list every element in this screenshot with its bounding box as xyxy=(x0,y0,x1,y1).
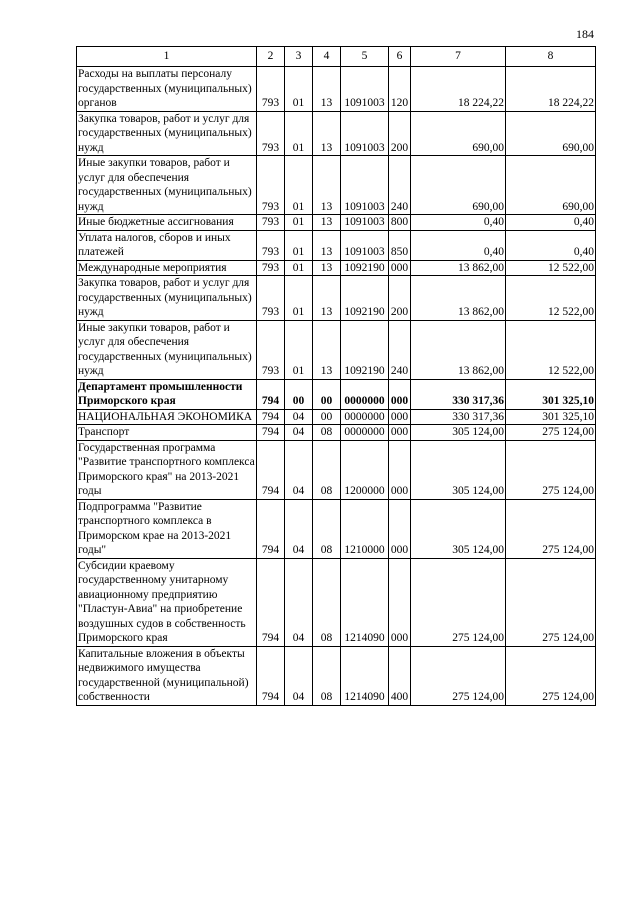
row-cell-col-5: 0000000 xyxy=(341,409,389,425)
row-cell-col-5: 1200000 xyxy=(341,440,389,499)
row-name-cell: Государственная программа "Развитие транспортного комплекса Приморского края" на 2013-2021 годы xyxy=(78,441,255,497)
row-cell-col-8: 275 124,00 xyxy=(506,499,596,558)
row-cell-col-4: 13 xyxy=(313,230,341,260)
row-cell-col-8: 18 224,22 xyxy=(506,67,596,112)
row-cell-col-8: 690,00 xyxy=(506,156,596,215)
row-cell-col-3: 01 xyxy=(285,230,313,260)
row-cell-col-4: 13 xyxy=(313,260,341,276)
row-cell-col-4: 13 xyxy=(313,276,341,321)
row-cell-col-4: 13 xyxy=(313,111,341,156)
row-cell-col-5: 1091003 xyxy=(341,215,389,231)
table-row xyxy=(77,425,596,441)
row-cell-col-7: 13 862,00 xyxy=(411,276,506,321)
row-cell-col-5: 1091003 xyxy=(341,111,389,156)
row-name-cell: Уплата налогов, сборов и иных платежей xyxy=(77,230,257,260)
table-row xyxy=(77,230,596,260)
row-cell-col-4: 00 xyxy=(313,409,341,425)
row-cell-col-7: 305 124,00 xyxy=(411,499,506,558)
budget-table xyxy=(76,46,596,706)
row-cell-col-2: 794 xyxy=(257,499,285,558)
row-cell-col-6: 240 xyxy=(389,320,411,379)
row-name-cell: Департамент промышленности Приморского края xyxy=(77,379,257,409)
page-number: 184 xyxy=(576,27,594,41)
row-cell-col-6: 000 xyxy=(389,260,411,276)
row-cell-col-2: 794 xyxy=(257,409,285,425)
row-cell-col-7: 330 317,36 xyxy=(411,379,506,409)
row-cell-col-3: 04 xyxy=(285,409,313,425)
row-cell-col-3: 01 xyxy=(285,260,313,276)
row-cell-col-4: 08 xyxy=(313,646,341,705)
row-cell-col-5: 0000000 xyxy=(341,379,389,409)
row-cell-col-2: 793 xyxy=(257,230,285,260)
row-cell-col-7: 18 224,22 xyxy=(411,67,506,112)
row-cell-col-8: 0,40 xyxy=(506,215,596,231)
row-cell-col-2: 794 xyxy=(257,379,285,409)
row-cell-col-7: 305 124,00 xyxy=(411,440,506,499)
table-row xyxy=(77,215,596,231)
table-row xyxy=(77,276,596,321)
row-name-cell: Иные закупки товаров, работ и услуг для обеспечения государственных (муниципальных) нужд xyxy=(77,320,257,379)
row-cell-col-2: 794 xyxy=(257,646,285,705)
row-cell-col-3: 01 xyxy=(285,215,313,231)
row-name-cell: Закупка товаров, работ и услуг для государственных (муниципальных) нужд xyxy=(77,111,257,156)
row-cell-col-8: 690,00 xyxy=(506,111,596,156)
row-cell-col-8: 12 522,00 xyxy=(506,260,596,276)
row-cell-col-8: 275 124,00 xyxy=(506,425,596,441)
column-header-6: 6 xyxy=(389,47,411,67)
row-cell-col-7: 0,40 xyxy=(411,215,506,231)
column-header-5: 5 xyxy=(341,47,389,67)
row-cell-col-2: 793 xyxy=(257,215,285,231)
row-cell-col-7: 275 124,00 xyxy=(411,558,506,646)
row-name-cell: Подпрограмма "Развитие транспортного комплекса в Приморском крае на 2013-2021 годы" xyxy=(77,499,257,558)
column-header-8: 8 xyxy=(506,47,596,67)
row-cell-col-2: 794 xyxy=(257,425,285,441)
row-cell-col-6: 000 xyxy=(389,425,411,441)
row-cell-col-8: 301 325,10 xyxy=(506,379,596,409)
row-cell-col-3: 04 xyxy=(285,499,313,558)
row-cell-col-2: 793 xyxy=(257,156,285,215)
row-cell-col-5: 0000000 xyxy=(341,425,389,441)
row-cell-col-8: 301 325,10 xyxy=(506,409,596,425)
row-cell-col-7: 690,00 xyxy=(411,156,506,215)
row-cell-col-5: 1214090 xyxy=(341,646,389,705)
row-cell-col-5: 1210000 xyxy=(341,499,389,558)
row-cell-col-4: 00 xyxy=(313,379,341,409)
row-cell-col-8: 275 124,00 xyxy=(506,440,596,499)
table-body xyxy=(77,67,596,706)
column-header-7: 7 xyxy=(411,47,506,67)
table-header-row xyxy=(77,47,596,67)
row-cell-col-6: 000 xyxy=(389,440,411,499)
row-cell-col-4: 13 xyxy=(313,67,341,112)
table-row xyxy=(77,111,596,156)
row-cell-col-6: 120 xyxy=(389,67,411,112)
row-cell-col-4: 13 xyxy=(313,156,341,215)
table-row xyxy=(77,156,596,215)
row-cell-col-3: 04 xyxy=(285,558,313,646)
row-cell-col-3: 01 xyxy=(285,276,313,321)
row-cell-col-4: 13 xyxy=(313,215,341,231)
row-cell-col-7: 13 862,00 xyxy=(411,260,506,276)
row-cell-col-5: 1091003 xyxy=(341,156,389,215)
row-cell-col-6: 000 xyxy=(389,558,411,646)
row-cell-col-2: 793 xyxy=(257,111,285,156)
row-name-cell: Расходы на выплаты персоналу государственных (муниципальных) органов xyxy=(77,67,257,112)
row-cell-col-7: 275 124,00 xyxy=(411,646,506,705)
row-name-cell: Закупка товаров, работ и услуг для государственных (муниципальных) нужд xyxy=(77,276,257,321)
row-cell-col-4: 08 xyxy=(313,440,341,499)
table-row xyxy=(77,499,596,558)
row-cell-col-7: 13 862,00 xyxy=(411,320,506,379)
column-header-4: 4 xyxy=(313,47,341,67)
row-cell-col-2: 793 xyxy=(257,67,285,112)
row-cell-col-2: 794 xyxy=(257,440,285,499)
table-row xyxy=(77,646,596,705)
row-cell-col-2: 793 xyxy=(257,276,285,321)
row-cell-col-4: 08 xyxy=(313,499,341,558)
row-cell-col-6: 400 xyxy=(389,646,411,705)
row-cell-col-6: 000 xyxy=(389,379,411,409)
row-cell-col-5: 1214090 xyxy=(341,558,389,646)
row-cell-col-2: 793 xyxy=(257,320,285,379)
column-header-1: 1 xyxy=(77,47,257,67)
row-cell-col-3: 04 xyxy=(285,440,313,499)
row-cell-col-3: 04 xyxy=(285,425,313,441)
row-cell-col-6: 200 xyxy=(389,111,411,156)
row-cell-col-3: 01 xyxy=(285,156,313,215)
row-name-cell: Транспорт xyxy=(77,425,257,441)
row-cell-col-5: 1092190 xyxy=(341,276,389,321)
row-name-cell: Иные бюджетные ассигнования xyxy=(77,215,257,231)
row-name-cell: Международные мероприятия xyxy=(77,260,257,276)
row-cell-col-3: 01 xyxy=(285,320,313,379)
table-row xyxy=(77,558,596,646)
table-row xyxy=(77,409,596,425)
row-cell-col-7: 305 124,00 xyxy=(411,425,506,441)
table-row xyxy=(77,379,596,409)
table-row xyxy=(77,260,596,276)
table-row xyxy=(77,67,596,112)
row-cell-col-8: 275 124,00 xyxy=(506,646,596,705)
row-cell-col-2: 794 xyxy=(257,558,285,646)
row-cell-col-5: 1091003 xyxy=(341,67,389,112)
column-header-2: 2 xyxy=(257,47,285,67)
row-cell-col-3: 01 xyxy=(285,67,313,112)
row-cell-col-7: 690,00 xyxy=(411,111,506,156)
table-row xyxy=(77,320,596,379)
row-cell-col-3: 01 xyxy=(285,111,313,156)
row-cell-col-5: 1092190 xyxy=(341,320,389,379)
row-cell-col-3: 00 xyxy=(285,379,313,409)
row-cell-col-6: 000 xyxy=(389,409,411,425)
row-cell-col-6: 200 xyxy=(389,276,411,321)
row-cell-col-4: 08 xyxy=(313,558,341,646)
row-name-cell: НАЦИОНАЛЬНАЯ ЭКОНОМИКА xyxy=(77,409,257,425)
row-name-cell: Капитальные вложения в объекты недвижимого имущества государственной (муниципальной) собственности xyxy=(77,646,257,705)
row-cell-col-6: 850 xyxy=(389,230,411,260)
row-name-cell: Субсидии краевому государственному унитарному авиационному предприятию "Пластун-Авиа" на приобретение воздушных судов в собственность Приморского края xyxy=(77,558,257,646)
row-cell-col-2: 793 xyxy=(257,260,285,276)
row-cell-col-8: 12 522,00 xyxy=(506,320,596,379)
row-cell-col-8: 275 124,00 xyxy=(506,558,596,646)
row-name-cell: Иные закупки товаров, работ и услуг для обеспечения государственных (муниципальных) нужд xyxy=(77,156,257,215)
row-cell-col-6: 800 xyxy=(389,215,411,231)
row-cell-col-3: 04 xyxy=(285,646,313,705)
row-cell-col-7: 0,40 xyxy=(411,230,506,260)
row-cell-col-4: 13 xyxy=(313,320,341,379)
row-cell-col-5: 1092190 xyxy=(341,260,389,276)
row-cell-col-7: 330 317,36 xyxy=(411,409,506,425)
row-cell-col-6: 240 xyxy=(389,156,411,215)
column-header-3: 3 xyxy=(285,47,313,67)
table-row xyxy=(77,440,596,499)
row-cell-col-4: 08 xyxy=(313,425,341,441)
row-cell-col-8: 0,40 xyxy=(506,230,596,260)
row-cell-col-8: 12 522,00 xyxy=(506,276,596,321)
row-cell-col-6: 000 xyxy=(389,499,411,558)
row-cell-col-5: 1091003 xyxy=(341,230,389,260)
